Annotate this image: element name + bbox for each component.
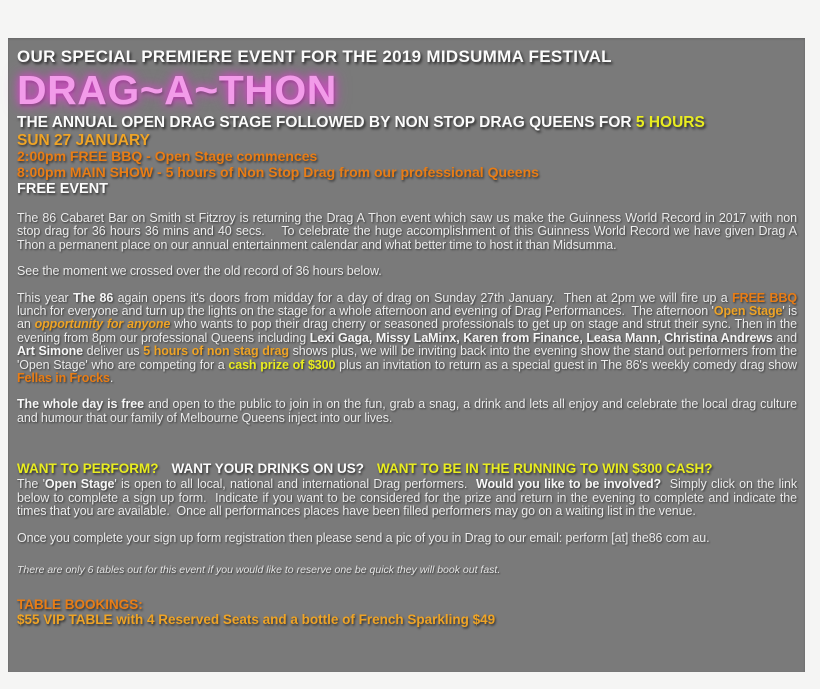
text-segment: who wants to pop their drag cherry or seasoned professionals to get up on stage and strut their sync. Then in the evening from 8pm our professional Queens including [17,317,801,345]
event-day-paragraph [17,290,801,386]
free-bbq-highlight: FREE BBQ [732,290,797,305]
subtitle-text: THE ANNUAL OPEN DRAG STAGE FOLLOWED BY NON STOP DRAG QUEENS FOR [17,114,636,131]
queens-names-highlight: Lexi Gaga, Missy LaMinx, Karen from Finance, Leasa Mann, Christina Andrews [309,330,773,345]
text-segment: again opens it's doors from midday for a day of drag on Sunday 27th January. Then at 2pm we will fire up a [113,290,733,305]
text-segment: . [109,371,114,386]
involved-question-highlight: Would you like to be involved? [475,477,662,492]
want-to-perform-question: WANT TO PERFORM? [17,461,159,477]
text-segment: and open to the public to join in on the fun, grab a snag, a drink and lets all enjoy and celebrate the local drag culture and humour that our family of Melbourne Queens inject into our lives. [17,397,801,425]
text-segment: plus an invitation to return as a special guest in The 86's weekly comedy drag show [335,357,801,372]
record-moment-paragraph: See the moment we crossed over the old record of 36 hours below. [17,264,382,279]
art-simone-highlight: Art Simone [17,344,83,359]
tables-availability-note: There are only 6 tables out for this event if you would like to reserve one be quick they will book out fast. [17,563,501,576]
intro-paragraph: The 86 Cabaret Bar on Smith st Fitzroy is returning the Drag A Thon event which saw us make the Guinness World Record in 2017 with non stop drag for 36 hours 36 mins and 40 secs. To celebrate the huge accomplishment of this Guinness World Record we have given Drag A Thon a permanent place on our annual entertainment calendar and what better time to host it than Midsumma. [17,211,801,252]
email-paragraph: Once you complete your sign up form registration then please send a pic of you in Drag to our email: perform [at] the86 com au. [17,530,710,545]
flyer-panel [8,38,805,672]
whole-day-free-highlight: The whole day is free [17,397,144,412]
win-cash-question: WANT TO BE IN THE RUNNING TO WIN $300 CASH? [377,461,713,477]
text-segment: This year [17,290,74,305]
text-segment: lunch for everyone and turn up the lights on the stage for a whole afternoon and evening of Drag Performances. The afternoon ' [17,290,801,319]
text-segment: and [772,330,801,345]
event-title: DRAG~A~THON [17,67,337,113]
schedule-line-bbq: 2:00pm FREE BBQ - Open Stage commences [17,148,318,164]
event-subtitle [17,114,797,132]
text-segment: shows plus, we will be inviting back into the evening show the stand out performers from the 'Open Stage' who are competing for a [17,344,801,372]
open-stage-highlight: Open Stage [713,304,783,319]
vip-table-offer: $55 VIP TABLE with 4 Reserved Seats and a bottle of French Sparkling $49 [17,612,496,628]
free-event-label: FREE EVENT [17,181,109,197]
open-stage-bold: Open Stage [44,477,115,492]
drinks-on-us-question: WANT YOUR DRINKS ON US? [171,461,365,477]
text-segment: deliver us [83,344,144,359]
call-to-action-line [17,461,797,477]
table-bookings-heading: TABLE BOOKINGS: [17,596,143,612]
cash-prize-highlight: cash prize of $300 [228,357,336,372]
text-segment: ' is an [17,304,801,332]
text-segment: ' is open to all local, national and international Drag performers. [114,477,476,492]
text-segment: The ' [17,477,45,492]
event-date: SUN 27 JANUARY [17,132,150,149]
free-day-paragraph [17,397,801,425]
signup-paragraph [17,477,801,519]
opportunity-highlight: opportunity for anyone [34,317,171,332]
fellas-in-frocks-highlight: Fellas in Frocks [17,371,110,386]
premiere-event-line: OUR SPECIAL PREMIERE EVENT FOR THE 2019 MIDSUMMA FESTIVAL [17,47,612,66]
the-86-highlight: The 86 [73,290,114,305]
schedule-line-main-show: 8:00pm MAIN SHOW - 5 hours of Non Stop Drag from our professional Queens [17,163,539,180]
five-hours-drag-highlight: 5 hours of non stag drag [143,344,289,359]
subtitle-hours-highlight: 5 HOURS [635,114,705,131]
text-segment: Simply click on the link below to complete a sign up form. Indicate if you want to be considered for the prize and return in the evening to complete and indicate the times that you are available. Once all performances places have been filled performers may go on a waiting list in the venue. [17,477,801,519]
